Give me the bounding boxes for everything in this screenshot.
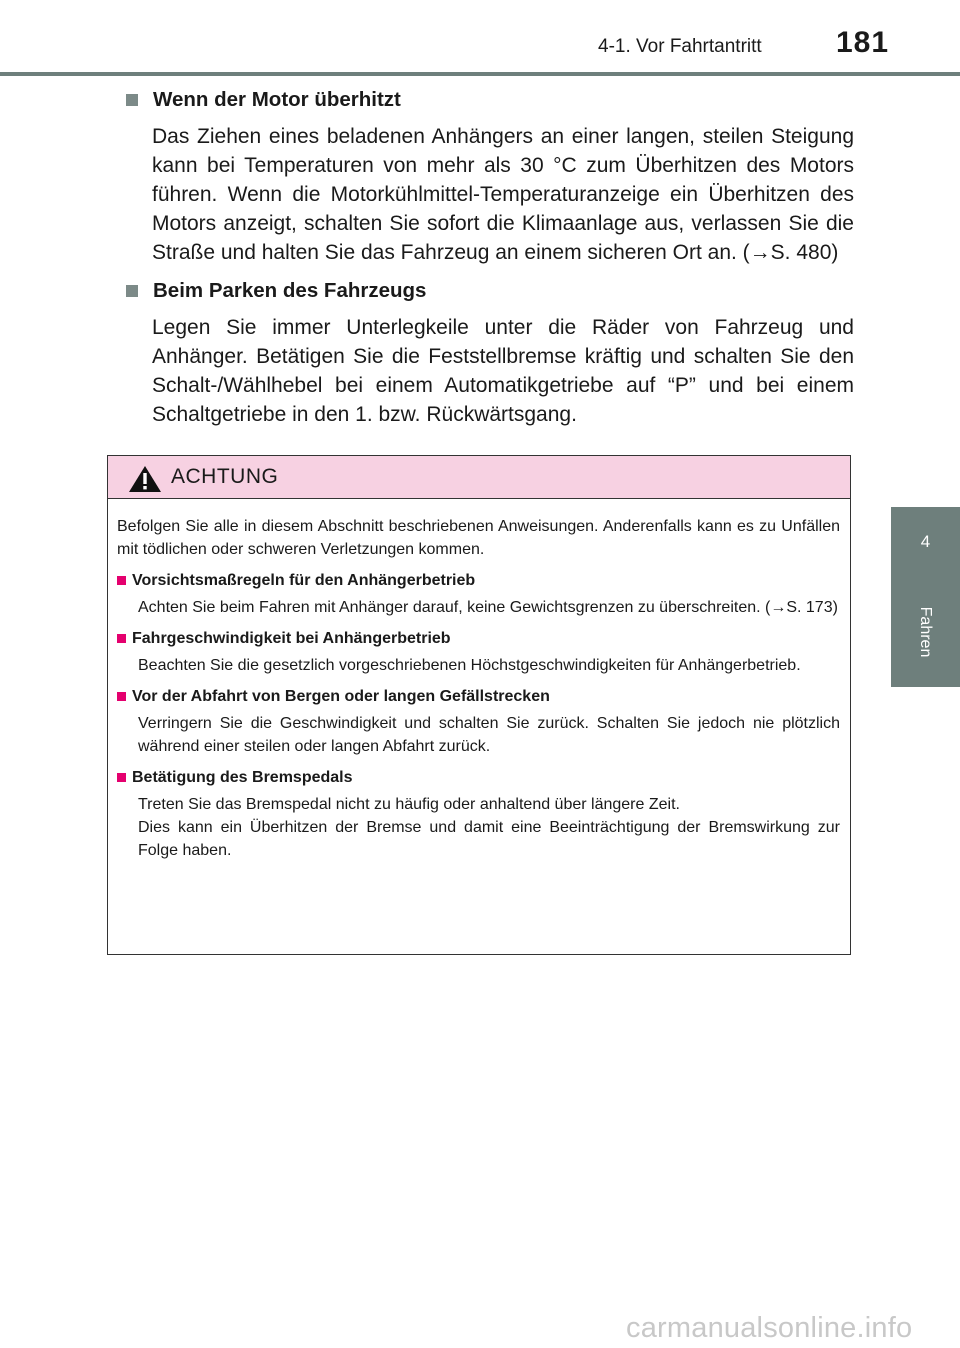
warning-item bbox=[117, 685, 840, 758]
warning-title: ACHTUNG bbox=[171, 465, 279, 488]
warning-item-text: Treten Sie das Bremspedal nicht zu häufig oder anhaltend über längere Zeit. bbox=[138, 796, 680, 813]
warning-item bbox=[117, 569, 840, 619]
pink-square-bullet-icon bbox=[117, 692, 126, 701]
header-section-title: 4-1. Vor Fahrtantritt bbox=[598, 36, 762, 57]
section-engine-overheat bbox=[126, 86, 854, 267]
warning-intro: Befolgen Sie alle in diesem Abschnitt beschriebenen Anweisungen. Anderenfalls kann es zu Unfällen mit tödlichen oder schweren Verletzungen kommen. bbox=[117, 518, 840, 558]
section-heading-text: Wenn der Motor überhitzt bbox=[153, 88, 401, 111]
warning-body bbox=[108, 499, 850, 862]
square-bullet-icon bbox=[126, 285, 138, 297]
section-heading bbox=[126, 86, 854, 114]
warning-item-heading-text: Vorsichtsmaßregeln für den Anhängerbetrieb bbox=[132, 572, 476, 589]
warning-item-heading-text: Fahrgeschwindigkeit bei Anhängerbetrieb bbox=[132, 630, 451, 647]
pink-square-bullet-icon bbox=[117, 576, 126, 585]
warning-box bbox=[107, 455, 851, 955]
warning-header bbox=[108, 456, 850, 499]
warning-item-text: Beachten Sie die gesetzlich vorgeschriebenen Höchstgeschwindigkeiten für Anhängerbetrieb. bbox=[138, 657, 801, 674]
section-body: Das Ziehen eines beladenen Anhängers an einer langen, steilen Steigung kann bei Temperaturen von mehr als 30 °C zum Überhitzen des Motors führen. Wenn die Motorkühlmittel-Temperaturanzeige ein Überhitzen des Motors anzeigt, schalten Sie sofort die Klimaanlage aus, verlassen Sie die Straße und halten Sie das Fahrzeug an einem sicheren Ort an. (→S. 480) bbox=[152, 125, 854, 264]
warning-item bbox=[117, 627, 840, 677]
chapter-tab-label: Fahren bbox=[917, 606, 934, 658]
warning-item-heading bbox=[117, 685, 840, 708]
pink-square-bullet-icon bbox=[117, 773, 126, 782]
square-bullet-icon bbox=[126, 94, 138, 106]
warning-item-text: Verringern Sie die Geschwindigkeit und schalten Sie zurück. Schalten Sie jedoch nie plötzlich während einer steilen oder langen Abfahrt zurück. bbox=[138, 715, 840, 755]
chapter-tab-number: 4 bbox=[891, 507, 960, 577]
warning-item-text: Achten Sie beim Fahren mit Anhänger darauf, keine Gewichtsgrenzen zu überschreiten. (→S. 173) bbox=[138, 599, 838, 616]
pink-square-bullet-icon bbox=[117, 634, 126, 643]
main-content bbox=[126, 86, 854, 429]
warning-item-heading bbox=[117, 766, 840, 789]
warning-triangle-icon bbox=[128, 465, 162, 493]
section-parking bbox=[126, 277, 854, 429]
warning-item-heading-text: Vor der Abfahrt von Bergen oder langen Gefällstrecken bbox=[132, 688, 550, 705]
header-divider bbox=[0, 72, 960, 76]
section-heading-text: Beim Parken des Fahrzeugs bbox=[153, 279, 427, 302]
page-number: 181 bbox=[836, 26, 890, 59]
warning-item-text: Dies kann ein Überhitzen der Bremse und damit eine Beeinträchtigung der Bremswirkung zur Folge haben. bbox=[138, 819, 840, 859]
section-body: Legen Sie immer Unterlegkeile unter die Räder von Fahrzeug und Anhänger. Betätigen Sie die Feststellbremse kräftig und schalten Sie den Schalt-/Wählhebel bei einem Automatikgetriebe auf “P” und bei einem Schaltgetriebe in den 1. bzw. Rückwärtsgang. bbox=[152, 316, 854, 426]
warning-item-heading-text: Betätigung des Bremspedals bbox=[132, 769, 353, 786]
section-heading bbox=[126, 277, 854, 305]
warning-item bbox=[117, 766, 840, 862]
warning-item-heading bbox=[117, 627, 840, 650]
watermark-text: carmanualsonline.info bbox=[626, 1312, 913, 1344]
warning-item-heading bbox=[117, 569, 840, 592]
